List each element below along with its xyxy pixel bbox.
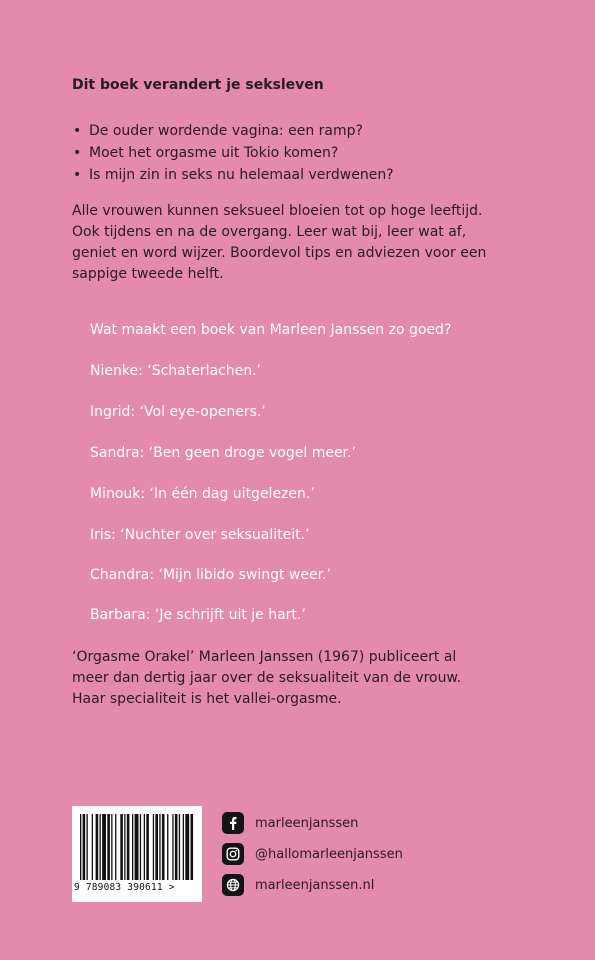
instagram-icon [222, 843, 244, 865]
barcode-bar [155, 814, 158, 880]
reader-quote: Ingrid: ‘Vol eye-openers.’ [90, 404, 266, 420]
barcode-bar [167, 814, 168, 880]
barcode-bar [96, 814, 99, 880]
barcode-bar [179, 814, 180, 880]
author-bio [72, 647, 542, 710]
barcode-bar [115, 814, 116, 880]
intro-line: geniet en word wijzer. Boordevol tips en adviezen voor een [72, 245, 487, 261]
question-item: • Is mijn zin in seks nu helemaal verdwenen? [72, 164, 394, 186]
facebook-handle: marleenjanssen [255, 815, 359, 831]
isbn-digits: 9 789083 390611 > [74, 882, 175, 893]
reader-quote: Barbara: ‘Je schrijft uit je hart.’ [90, 607, 306, 623]
barcode-bar [183, 814, 184, 880]
barcode-bar [159, 814, 160, 880]
social-link-website[interactable] [222, 874, 374, 896]
barcode-bar [172, 814, 173, 880]
barcode-bar [83, 814, 86, 880]
intro-line: sappige tweede helft. [72, 266, 224, 282]
barcode-bar [100, 814, 101, 880]
question-list [72, 120, 394, 186]
barcode-bars [72, 806, 202, 886]
bio-line: meer dan dertig jaar over de seksualiteit van de vrouw. [72, 670, 462, 686]
quotes-heading: Wat maakt een boek van Marleen Janssen zo goed? [90, 322, 452, 338]
reader-quote: Nienke: ‘Schaterlachen.’ [90, 363, 262, 379]
barcode-bar [132, 814, 133, 880]
barcode-bar [144, 814, 145, 880]
barcode-bar [191, 814, 194, 880]
barcode-bar [107, 814, 110, 880]
barcode-bar [111, 814, 112, 880]
question-item: • Moet het orgasme uit Tokio komen? [72, 142, 394, 164]
barcode-bar [185, 814, 189, 880]
reader-quote: Iris: ‘Nuchter over seksualiteit.’ [90, 527, 310, 543]
barcode-bar [153, 814, 154, 880]
barcode-bar [80, 814, 81, 880]
barcode-bar [146, 814, 149, 880]
instagram-handle: @hallomarleenjanssen [255, 846, 403, 862]
question-item: • De ouder wordende vagina: een ramp? [72, 120, 394, 142]
barcode-bar [124, 814, 125, 880]
barcode-bar [175, 814, 178, 880]
barcode-bar [135, 814, 139, 880]
globe-icon [222, 874, 244, 896]
intro-line: Alle vrouwen kunnen seksueel bloeien tot op hoge leeftijd. [72, 203, 483, 219]
intro-line: Ook tijdens en na de overgang. Leer wat bij, leer wat af, [72, 224, 467, 240]
reader-quote: Sandra: ‘Ben geen droge vogel meer.’ [90, 445, 356, 461]
facebook-icon [222, 812, 244, 834]
social-link-facebook[interactable] [222, 812, 358, 834]
social-link-instagram[interactable] [222, 843, 403, 865]
website-url: marleenjanssen.nl [255, 877, 375, 893]
barcode-bar [87, 814, 88, 880]
intro-paragraph [72, 201, 542, 285]
barcode-bar [102, 814, 106, 880]
barcode-bar [120, 814, 123, 880]
bio-line: Haar specialiteit is het vallei-orgasme. [72, 691, 342, 707]
headline: Dit boek verandert je seksleven [72, 77, 324, 93]
reader-quote: Minouk: ‘In één dag uitgelezen.’ [90, 486, 315, 502]
barcode-bar [140, 814, 141, 880]
reader-quote: Chandra: ‘Mijn libido swingt weer.’ [90, 567, 331, 583]
reader-quotes [90, 319, 520, 623]
isbn-barcode [72, 806, 202, 902]
barcode-bar [162, 814, 165, 880]
barcode-bar [127, 814, 130, 880]
barcode-bar [92, 814, 93, 880]
bio-line: ‘Orgasme Orakel’ Marleen Janssen (1967) publiceert al [72, 649, 457, 665]
